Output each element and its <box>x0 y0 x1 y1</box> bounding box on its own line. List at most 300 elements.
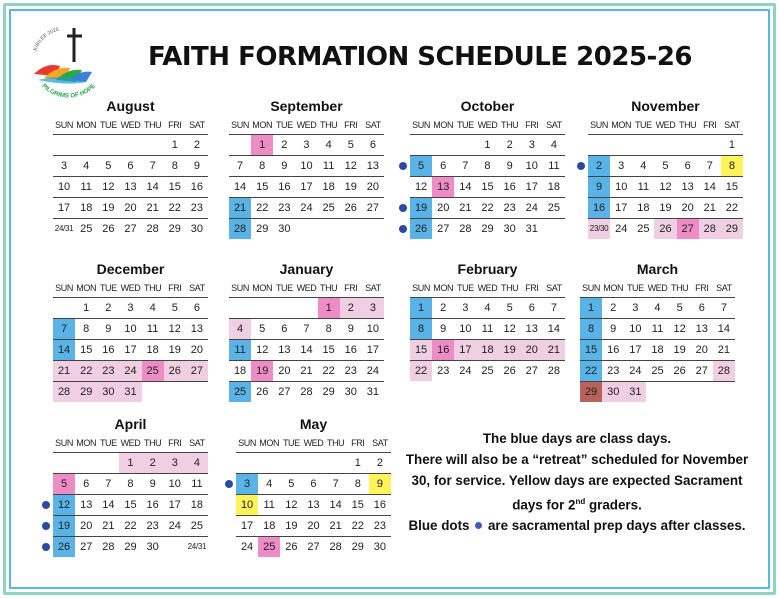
day-cell: 27 <box>124 223 137 235</box>
prep-dot-icon <box>399 225 407 233</box>
day-cell: 16 <box>278 181 291 193</box>
weekday-label: SUN <box>582 283 600 293</box>
weekday-label: THU <box>143 120 162 130</box>
day-cell: 25 <box>190 520 204 532</box>
day-cell: 6 <box>369 139 376 151</box>
day-cell: 19 <box>499 340 521 360</box>
weekday-label: SAT <box>189 438 205 448</box>
day-cell: 27 <box>695 365 708 377</box>
week-row <box>588 156 743 177</box>
weekday-header <box>236 434 391 453</box>
week-row <box>580 361 735 382</box>
weekday-label: WED <box>477 120 498 130</box>
day-cell <box>610 135 632 155</box>
weekday-label: MON <box>611 120 632 130</box>
day-cell: 18 <box>146 344 159 356</box>
day-cell: 24 <box>525 202 538 214</box>
day-cell: 22 <box>256 202 269 214</box>
day-cell: 10 <box>629 323 642 335</box>
day-cell: 30 <box>278 223 291 235</box>
day-cell <box>53 453 75 473</box>
day-cell: 12 <box>102 181 115 193</box>
week-row <box>588 219 743 239</box>
day-cell: 27 <box>366 202 380 214</box>
day-cell: 1 <box>728 139 735 151</box>
week-row <box>229 340 384 361</box>
day-cell: 11 <box>637 181 650 193</box>
day-cell: 11 <box>651 323 664 335</box>
day-cell <box>588 135 610 155</box>
day-cell: 3 <box>127 302 134 314</box>
weekday-label: SUN <box>55 120 73 130</box>
week-row <box>410 135 565 156</box>
day-cell: 6 <box>281 323 288 335</box>
weekday-label: SAT <box>546 283 562 293</box>
week-row <box>229 177 384 198</box>
weekday-label: WED <box>655 120 676 130</box>
week-row <box>580 382 735 402</box>
weekday-label: SUN <box>55 283 73 293</box>
week-row <box>53 537 208 557</box>
day-cell: 8 <box>127 478 134 490</box>
day-cell: 16 <box>146 499 159 511</box>
day-cell: 29 <box>351 541 364 553</box>
day-cell: 9 <box>149 478 156 490</box>
day-cell <box>632 135 654 155</box>
day-cell: 8 <box>580 319 602 339</box>
day-cell: 1 <box>119 453 141 473</box>
week-row <box>53 319 208 340</box>
day-cell: 22 <box>351 520 364 532</box>
weekday-label: WED <box>120 283 141 293</box>
day-cell <box>164 382 186 402</box>
day-cell: 15 <box>351 499 364 511</box>
day-cell <box>236 453 258 473</box>
day-cell: 18 <box>190 499 204 511</box>
month-august <box>53 96 208 239</box>
day-cell: 18 <box>263 520 276 532</box>
day-cell: 26 <box>503 365 516 377</box>
day-cell: 20 <box>307 520 320 532</box>
day-cell: 15 <box>256 181 269 193</box>
day-cell: 7 <box>462 160 469 172</box>
day-cell: 26 <box>102 223 115 235</box>
day-cell: 27 <box>677 219 699 239</box>
day-cell: 6 <box>440 160 447 172</box>
day-cell: 26 <box>673 365 686 377</box>
day-cell: 19 <box>251 361 273 381</box>
weekday-label: SAT <box>716 283 732 293</box>
day-cell: 6 <box>528 302 535 314</box>
day-cell: 15 <box>580 340 602 360</box>
weekday-label: TUE <box>99 438 117 448</box>
day-cell: 29 <box>256 223 269 235</box>
day-cell: 3 <box>303 139 310 151</box>
svg-text:PILGRIMS OF HOPE: PILGRIMS OF HOPE <box>40 82 97 100</box>
day-cell: 9 <box>610 323 617 335</box>
week-row <box>53 156 208 177</box>
day-cell: 26 <box>164 361 186 381</box>
month-march <box>580 259 735 402</box>
week-row <box>410 319 565 340</box>
day-cell: 5 <box>662 160 669 172</box>
day-cell <box>543 219 565 239</box>
day-cell: 28 <box>102 541 115 553</box>
day-cell: 9 <box>281 160 288 172</box>
legend-text <box>402 428 752 536</box>
day-cell: 3 <box>632 302 639 314</box>
day-cell <box>53 298 75 318</box>
prep-dot-icon <box>42 501 50 509</box>
day-cell: 23 <box>373 520 387 532</box>
month-name: April <box>114 416 147 432</box>
day-cell: 10 <box>57 181 71 193</box>
day-cell: 18 <box>322 181 335 193</box>
day-cell <box>229 298 251 318</box>
day-cell: 29 <box>481 223 494 235</box>
day-cell: 22 <box>168 202 181 214</box>
day-cell: 16 <box>432 340 454 360</box>
day-cell: 8 <box>83 323 90 335</box>
day-cell: 25 <box>229 382 251 402</box>
week-row <box>580 340 735 361</box>
day-cell: 24 <box>366 365 380 377</box>
day-cell: 23 <box>437 365 450 377</box>
weekday-label: TUE <box>456 283 474 293</box>
weekday-label: SUN <box>412 120 430 130</box>
weekday-label: FRI <box>525 120 539 130</box>
day-cell: 5 <box>53 474 75 494</box>
day-cell <box>691 382 713 402</box>
day-cell <box>164 537 186 557</box>
day-cell: 10 <box>236 495 258 515</box>
day-cell: 18 <box>651 344 664 356</box>
day-cell: 24 <box>168 520 181 532</box>
weekday-label: TUE <box>456 120 474 130</box>
day-cell: 2 <box>105 302 112 314</box>
day-cell: 28 <box>699 219 721 239</box>
prep-dot-icon <box>399 162 407 170</box>
week-row <box>236 516 391 537</box>
day-cell <box>186 382 208 402</box>
week-row <box>410 156 565 177</box>
day-cell: 4 <box>484 302 491 314</box>
day-cell: 21 <box>300 365 313 377</box>
day-cell: 29 <box>75 382 97 402</box>
day-cell: 16 <box>190 181 204 193</box>
day-cell: 21 <box>703 202 716 214</box>
day-cell: 18 <box>637 202 650 214</box>
day-cell: 14 <box>53 340 75 360</box>
day-cell: 2 <box>588 156 610 176</box>
day-cell: 19 <box>673 344 686 356</box>
month-name: October <box>460 98 515 114</box>
day-cell: 30 <box>503 223 516 235</box>
day-cell: 3 <box>618 160 625 172</box>
day-cell: 10 <box>615 181 628 193</box>
day-cell: 16 <box>503 181 516 193</box>
weekday-label: THU <box>326 438 345 448</box>
weekday-label: SUN <box>238 438 256 448</box>
day-cell: 1 <box>354 457 361 469</box>
day-cell: 16 <box>607 344 620 356</box>
day-cell: 14 <box>146 181 159 193</box>
day-cell: 16 <box>344 344 357 356</box>
day-cell: 22 <box>75 361 97 381</box>
page-title: FAITH FORMATION SCHEDULE 2025-26 <box>147 42 693 72</box>
day-cell <box>53 135 75 155</box>
month-january <box>229 259 384 402</box>
day-cell: 1 <box>251 135 273 155</box>
day-cell <box>75 135 97 155</box>
week-row <box>53 382 208 402</box>
day-cell <box>302 453 324 473</box>
month-september <box>229 96 384 239</box>
day-cell: 10 <box>300 160 313 172</box>
day-cell: 13 <box>80 499 93 511</box>
week-row <box>229 382 384 402</box>
day-cell: 20 <box>190 344 204 356</box>
day-cell: 14 <box>459 181 472 193</box>
day-cell: 1 <box>171 139 178 151</box>
day-cell: 28 <box>713 361 735 381</box>
day-cell <box>432 135 454 155</box>
day-cell <box>119 135 141 155</box>
weekday-label: SUN <box>231 120 249 130</box>
day-cell <box>646 382 668 402</box>
week-row <box>229 135 384 156</box>
day-cell: 14 <box>300 344 313 356</box>
day-cell: 4 <box>229 319 251 339</box>
day-cell <box>362 219 384 239</box>
day-cell: 15 <box>725 181 739 193</box>
week-row <box>53 219 208 239</box>
week-row <box>53 340 208 361</box>
day-cell: 17 <box>629 344 642 356</box>
day-cell: 5 <box>171 302 178 314</box>
weekday-label: THU <box>678 120 697 130</box>
day-cell: 7 <box>105 478 112 490</box>
day-cell: 21 <box>102 520 115 532</box>
day-cell: 19 <box>168 344 181 356</box>
day-cell: 31 <box>525 223 538 235</box>
day-cell: 30 <box>146 541 159 553</box>
day-cell: 24 <box>629 365 642 377</box>
day-cell: 5 <box>506 302 513 314</box>
day-cell <box>295 219 317 239</box>
day-cell <box>295 298 317 318</box>
week-row <box>410 198 565 219</box>
day-cell: 25 <box>651 365 664 377</box>
legend-line-2: There will also be a “retreat” scheduled for November 30, for service. Yellow days are expected Sacrament days for 2nd graders. <box>405 452 749 513</box>
day-cell: 3 <box>61 160 68 172</box>
weekday-label: TUE <box>99 120 117 130</box>
day-cell: 21 <box>543 340 565 360</box>
week-row <box>53 198 208 219</box>
week-row <box>53 177 208 198</box>
day-cell: 12 <box>673 323 686 335</box>
week-row <box>410 219 565 239</box>
day-cell: 15 <box>322 344 335 356</box>
day-cell: 27 <box>307 541 320 553</box>
day-cell: 24 <box>615 223 628 235</box>
weekday-header <box>53 116 208 135</box>
month-name: December <box>96 261 165 277</box>
day-cell: 22 <box>322 365 335 377</box>
day-cell: 2 <box>506 139 513 151</box>
day-cell: 26 <box>256 386 269 398</box>
day-cell: 15 <box>124 499 137 511</box>
weekday-label: FRI <box>168 283 182 293</box>
weekday-label: WED <box>120 120 141 130</box>
weekday-label: THU <box>500 120 519 130</box>
weekday-label: SAT <box>372 438 388 448</box>
day-cell: 23 <box>503 202 516 214</box>
day-cell: 24 <box>459 365 472 377</box>
day-cell: 22 <box>580 361 602 381</box>
day-cell: 6 <box>127 160 134 172</box>
day-cell: 12 <box>53 495 75 515</box>
day-cell <box>318 219 340 239</box>
day-cell: 9 <box>440 323 447 335</box>
day-cell: 23 <box>146 520 159 532</box>
month-name: November <box>631 98 700 114</box>
day-cell: 2 <box>340 298 362 318</box>
day-cell: 26 <box>344 202 357 214</box>
day-cell: 9 <box>506 160 513 172</box>
week-row <box>229 198 384 219</box>
day-cell: 5 <box>347 139 354 151</box>
day-cell: 22 <box>725 202 739 214</box>
day-cell: 11 <box>80 181 92 193</box>
day-cell: 28 <box>229 219 251 239</box>
weekday-label: SUN <box>55 438 73 448</box>
weekday-label: SAT <box>365 283 381 293</box>
day-cell: 28 <box>547 365 561 377</box>
day-cell <box>677 135 699 155</box>
day-cell <box>273 298 295 318</box>
day-cell: 23 <box>607 365 620 377</box>
day-cell: 9 <box>347 323 354 335</box>
day-cell: 26 <box>53 537 75 557</box>
day-cell: 13 <box>190 323 204 335</box>
week-row <box>588 198 743 219</box>
day-cell: 8 <box>325 323 332 335</box>
day-cell: 16 <box>102 344 115 356</box>
day-cell <box>251 298 273 318</box>
day-cell: 18 <box>547 181 561 193</box>
weekday-label: THU <box>500 283 519 293</box>
weekday-label: MON <box>252 120 273 130</box>
day-cell: 11 <box>481 323 494 335</box>
day-cell: 25 <box>637 223 650 235</box>
weekday-label: THU <box>319 283 338 293</box>
day-cell: 4 <box>325 139 332 151</box>
day-cell: 2 <box>193 139 200 151</box>
day-cell: 7 <box>706 160 713 172</box>
day-cell: 24 <box>300 202 313 214</box>
day-cell: 2 <box>610 302 617 314</box>
day-cell <box>280 453 302 473</box>
day-cell: 27 <box>437 223 450 235</box>
day-cell: 18 <box>476 340 498 360</box>
day-cell: 29 <box>168 223 181 235</box>
day-cell: 30 <box>190 223 204 235</box>
week-row <box>236 453 391 474</box>
weekday-label: FRI <box>525 283 539 293</box>
weekday-label: SUN <box>590 120 608 130</box>
day-cell: 4 <box>654 302 661 314</box>
day-cell: 19 <box>53 516 75 536</box>
day-cell: 13 <box>366 160 380 172</box>
day-cell: 28 <box>300 386 313 398</box>
day-cell: 21 <box>329 520 342 532</box>
day-cell <box>229 135 251 155</box>
weekday-label: WED <box>477 283 498 293</box>
day-cell: 19 <box>659 202 672 214</box>
day-cell: 20 <box>366 181 380 193</box>
weekday-label: THU <box>143 438 162 448</box>
week-row <box>236 495 391 516</box>
day-cell: 20 <box>695 344 708 356</box>
day-cell: 14 <box>717 323 731 335</box>
day-cell: 11 <box>548 160 560 172</box>
day-cell: 18 <box>233 365 247 377</box>
day-cell: 19 <box>410 198 432 218</box>
day-cell: 12 <box>503 323 516 335</box>
day-cell: 4 <box>550 139 557 151</box>
weekday-label: FRI <box>168 120 182 130</box>
legend-line-1: The blue days are class days. <box>482 431 672 446</box>
week-row <box>410 361 565 381</box>
weekday-label: FRI <box>344 120 358 130</box>
day-cell: 23 <box>190 202 204 214</box>
day-cell: 26 <box>410 219 432 239</box>
month-december <box>53 259 208 402</box>
day-cell: 18 <box>80 202 93 214</box>
day-cell: 28 <box>146 223 159 235</box>
month-name: January <box>279 261 334 277</box>
weekday-label: FRI <box>351 438 365 448</box>
prep-dot-icon <box>475 522 482 529</box>
week-row <box>229 219 384 239</box>
jubilee-cross-logo-icon <box>26 22 118 102</box>
weekday-label: FRI <box>344 283 358 293</box>
day-cell: 23/30 <box>588 219 610 239</box>
day-cell: 16 <box>588 198 610 218</box>
week-row <box>53 474 208 495</box>
day-cell: 15 <box>481 181 494 193</box>
day-cell: 10 <box>366 323 380 335</box>
day-cell: 24/31 <box>187 542 207 551</box>
day-cell: 17 <box>240 520 254 532</box>
day-cell: 24 <box>119 361 141 381</box>
day-cell: 9 <box>105 323 112 335</box>
day-cell: 5 <box>259 323 266 335</box>
weekday-label: MON <box>603 283 624 293</box>
day-cell: 3 <box>236 474 258 494</box>
weekday-label: WED <box>296 283 317 293</box>
weekday-label: SAT <box>546 120 562 130</box>
weekday-label: MON <box>433 120 454 130</box>
day-cell <box>654 135 676 155</box>
week-row <box>410 340 565 361</box>
day-cell: 8 <box>171 160 178 172</box>
day-cell: 24 <box>240 541 254 553</box>
day-cell: 20 <box>437 202 450 214</box>
day-cell <box>75 453 97 473</box>
day-cell: 4 <box>266 478 273 490</box>
